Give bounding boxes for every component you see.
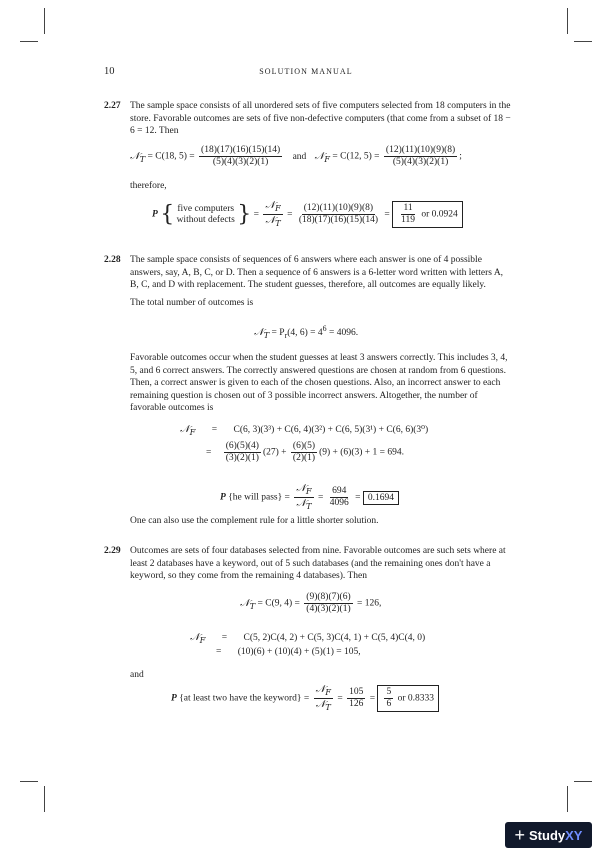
nt-lhs: = C(18, 5) = — [147, 151, 195, 162]
problem-text: One can also use the complement rule for a little shorter solution. — [130, 516, 379, 526]
fraction: $\frac{(12)(11)(10)(9)(8)}{(5)(4)(3)(2)(1)}$ — [385, 145, 456, 167]
crop-mark — [574, 41, 592, 42]
crop-mark — [44, 8, 45, 34]
problem-2-28 — [104, 254, 514, 309]
crop-mark — [20, 781, 38, 782]
problem-text: The sample space consists of sequences of 6 answers where each answer is one of 4 possible answers, say, A, B, C, or D. Then a sequence of 6 answers is a 6-letter word written with letters A, B, C, and D with replacement. The student guesses, therefore, all outcomes are equally likely. — [130, 255, 504, 291]
crop-mark — [44, 786, 45, 812]
probability-equation: P {at least two have the keyword} = $\frac{𝒩_F}{𝒩_T}$ = $\frac{105}{126}$ = $\frac{5}{6}$ or 0.8333 — [171, 684, 439, 713]
problem-number: 2.29 — [104, 546, 121, 556]
crop-mark — [567, 786, 568, 812]
equation-nf-line2: = (10)(6) + (10)(4) + (5)(1) = 105, — [216, 647, 361, 657]
equation-nt: 𝒩$_T$ = C(9, 4) = $\frac{(9)(8)(7)(6)}{(4)(3)(2)(1)}$ = 126, — [240, 592, 382, 614]
therefore-text: therefore, — [130, 181, 167, 191]
crop-mark — [20, 41, 38, 42]
equation-nf-line2: = $\frac{(6)(5)(4)}{(3)(2)(1)}$ (27) + $\frac{(6)(5)}{(2)(1)}$ (9) + (6)(3) + 1 = 694. — [206, 441, 404, 463]
equation-nt-nf: 𝒩$_T$ = C(18, 5) = $\frac{(18)(17)(16)(15)(14)}{(5)(4)(3)(2)(1)}$ and 𝒩$_F$ = C(12, 5) = $\frac{(12)(11)(10)(9)(8)}{(5)(4)(3)(2)(1)}$ ; — [130, 145, 462, 167]
plus-icon: + — [514, 824, 526, 845]
and-text: and — [130, 670, 144, 680]
nf-lhs: = C(12, 5) = — [332, 151, 380, 162]
problem-number: 2.28 — [104, 255, 121, 265]
answer-box: $\frac{5}{6}$ or 0.8333 — [377, 685, 439, 712]
problem-2-29 — [104, 545, 514, 583]
problem-text: Favorable outcomes occur when the student guesses at least 3 answers correctly. This includes 3, 4, 5, and 6 correct answers. The correctly answered questions are chosen at random from 6 questions. Then, a correct answer is given to each of the chosen questions. Also, an incorrect answer to each remaining question is chosen out of 3 possible incorrect answers. Altogether, the number of favorable outcomes is — [130, 353, 508, 414]
fraction: $\frac{(12)(11)(10)(9)(8)}{(18)(17)(16)(15)(14)}$ — [298, 203, 378, 225]
problem-text: The sample space consists of all unordered sets of five computers selected from 18 computers in the store. Favorable outcomes are sets of five non-defective computers (that come from a subset of 18 − 6 = 12. Then — [130, 101, 511, 137]
page-number: 10 — [104, 66, 115, 77]
problem-2-27 — [104, 100, 514, 138]
equation-nf: 𝒩$_F$ = C(6, 3)(3³) + C(6, 4)(3²) + C(6, 5)(3¹) + C(6, 6)(3⁰) — [180, 424, 429, 437]
equation-nt: 𝒩$_T$ = $P_r(4$, $6) = 4^6 = 4096$. — [254, 324, 359, 341]
equation-nf: 𝒩$_F$ = C(5, 2)C(4, 2) + C(5, 3)C(4, 1) + C(5, 4)C(4, 0) — [190, 632, 426, 645]
probability-equation: P {he will pass} = $\frac{𝒩_F}{𝒩_T}$ = $\frac{694}{4096}$ = 0.1694 — [220, 483, 399, 512]
studyxy-logo: + Study XY — [505, 822, 592, 848]
problem-number: 2.27 — [104, 101, 121, 111]
n-f-symbol: 𝒩$_F$ — [314, 150, 331, 164]
nf-line1: C(6, 3)(3³) + C(6, 4)(3²) + C(6, 5)(3¹) + C(6, 6)(3⁰) — [233, 425, 429, 435]
n-t-symbol: 𝒩$_T$ — [130, 150, 146, 164]
problem-text-block — [104, 515, 514, 528]
and-text: and — [292, 151, 307, 162]
running-title: SOLUTION MANUAL — [259, 67, 353, 76]
prob-event-line2: without defects — [176, 214, 235, 225]
prob-event-line1: five computers — [177, 203, 235, 214]
crop-mark — [574, 781, 592, 782]
fraction: $\frac{(18)(17)(16)(15)(14)}{(5)(4)(3)(2)(1)}$ — [201, 145, 281, 167]
answer-box: 0.1694 — [363, 491, 399, 505]
answer-box: $\frac{11}{119}$ or 0.0924 — [392, 201, 463, 228]
problem-text: Outcomes are sets of four databases selected from nine. Favorable outcomes are such sets where at least 2 databases have a keyword, out of 5 such databases (and the remaining ones don't have a keyword, so they come from the remaining 4 databases). Then — [130, 546, 506, 582]
crop-mark — [567, 8, 568, 34]
problem-text-block — [104, 352, 514, 415]
probability-equation: P { five computers without defects } = $\frac{𝒩_F}{𝒩_T}$ = $\frac{(12)(11)(10)(9)(8)}{(18)(17)(16)(15)(14)}$ = $\frac{11}{119}$ or 0.0924 — [152, 200, 463, 229]
problem-text: The total number of outcomes is — [130, 297, 254, 308]
